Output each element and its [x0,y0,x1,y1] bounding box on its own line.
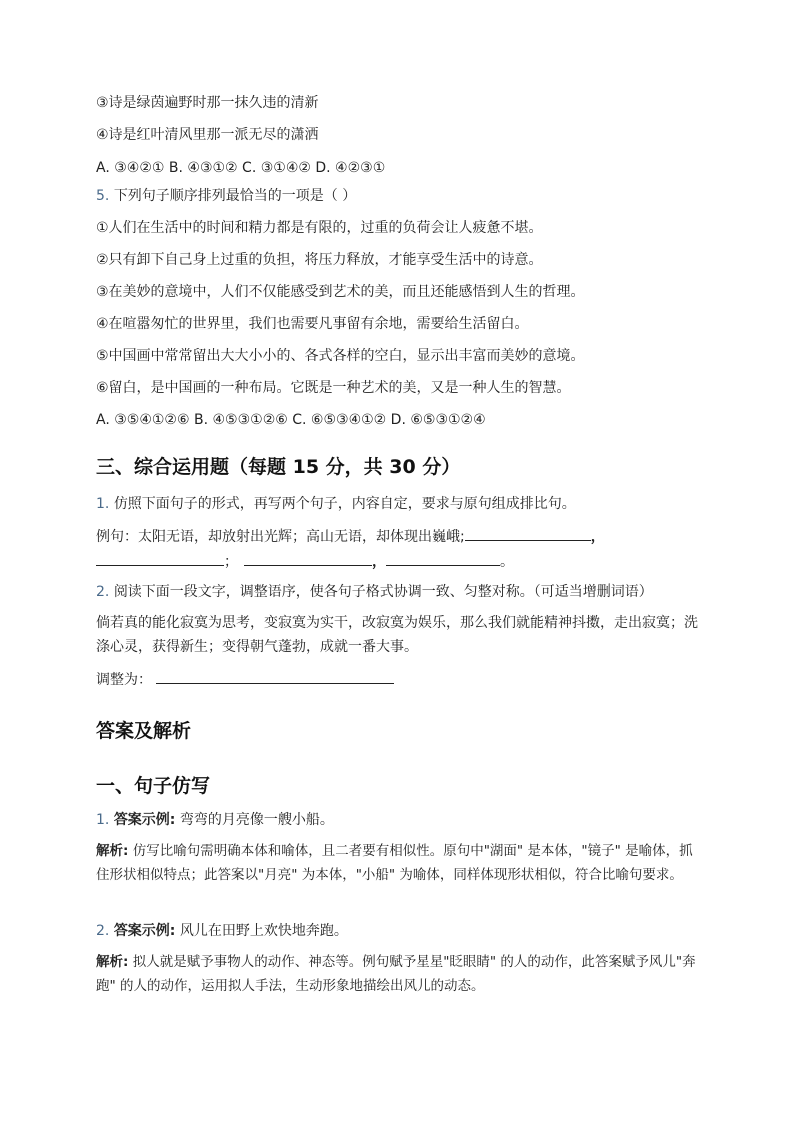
question-text: 下列句子顺序排列最恰当的一项是（ ） [113,188,357,204]
answers-section-1-heading: 一、句子仿写 [96,775,211,797]
explanation-text: 拟人就是赋予事物人的动作、神态等。例句赋予星星"眨眼睛" 的人的动作，此答案赋予风儿"奔跑" 的人的动作，运用拟人手法，生动形象地描绘出风儿的动态。 [96,954,696,994]
question-number: 2. [96,584,110,600]
answer-number: 1. [96,812,110,828]
sentence-1: ①人们在生活中的时间和精力都是有限的，过重的负荷会让人疲惫不堪。 [96,220,543,236]
question-5 [96,186,356,206]
explanation-2 [96,950,706,998]
question-text: 仿照下面句子的形式，再写两个句子，内容自定，要求与原句组成排比句。 [113,496,576,512]
question-4-choices: A. ③④②① B. ④③①② C. ③①④② D. ④②③① [96,160,386,176]
punctuation: ， [590,529,605,545]
punctuation: ； [224,554,238,570]
sentence-5: ⑤中国画中常常留出大大小小的、各式各样的空白，显示出丰富而美妙的意境。 [96,348,585,364]
sentence-6: ⑥留白，是中国画的一种布局。它既是一种艺术的美，又是一种人生的智慧。 [96,380,571,396]
answer-label: 答案示例: [113,812,176,828]
adjust-label: 调整为： [96,672,152,688]
answer-blank-1[interactable] [465,526,591,541]
explanation-label: 解析: [96,843,129,859]
explanation-label: 解析: [96,954,129,970]
sentence-2: ②只有卸下自己身上过重的负担，将压力释放，才能享受生活中的诗意。 [96,252,543,268]
explanation-1 [96,839,706,887]
punctuation: ， [372,554,386,570]
answer-text: 弯弯的月亮像一艘小船。 [175,812,334,828]
answer-blank-2[interactable] [96,551,224,566]
answer-number: 2. [96,923,110,939]
option-line-4: ④诗是红叶清风里那一派无尽的潇洒 [96,127,319,143]
section-3-question-1 [96,494,576,514]
answers-heading: 答案及解析 [96,720,192,742]
option-line-3: ③诗是绿茵遍野时那一抹久违的清新 [96,95,319,111]
question-text: 阅读下面一段文字，调整语序，使各句子格式协调一致、匀整对称。（可适当增删词语） [113,584,653,600]
adjust-answer-blank[interactable] [156,669,394,684]
sentence-3: ③在美妙的意境中，人们不仅能感受到艺术的美，而且还能感悟到人生的哲理。 [96,284,585,300]
punctuation: 。 [500,554,514,570]
question-number: 1. [96,496,110,512]
section-3-question-2 [96,582,653,602]
example-sentence-line [96,526,605,547]
answer-blank-3[interactable] [244,551,372,566]
passage: 倘若真的能化寂寞为思考，变寂寞为实干，改寂寞为娱乐，那么我们就能精神抖擞，走出寂寞；洗涤心灵，获得新生；变得朝气蓬勃，成就一番大事。 [96,615,698,655]
answer-blank-4[interactable] [386,551,500,566]
explanation-text: 仿写比喻句需明确本体和喻体，且二者要有相似性。原句中"湖面" 是本体，"镜子" 是喻体，抓住形状相似特点；此答案以"月亮" 为本体，"小船" 为喻体，同样体现形状相似，符合比喻句要求。 [96,843,693,883]
section-3-heading: 三、综合运用题（每题 15 分，共 30 分） [96,456,461,478]
question-number: 5. [96,188,110,204]
answer-text: 风儿在田野上欢快地奔跑。 [175,923,348,939]
answer-blanks-line [96,551,514,572]
answer-1 [96,810,334,830]
answer-label: 答案示例: [113,923,176,939]
question-5-choices: A. ③⑤④①②⑥ B. ④⑤③①②⑥ C. ⑥⑤③④①② D. ⑥⑤③①②④ [96,412,486,428]
adjust-line [96,669,394,690]
sentence-4: ④在喧嚣匆忙的世界里，我们也需要凡事留有余地，需要给生活留白。 [96,316,529,332]
example-sentence: 例句：太阳无语，却放射出光辉；高山无语，却体现出巍峨; [96,529,465,545]
answer-2 [96,921,348,941]
